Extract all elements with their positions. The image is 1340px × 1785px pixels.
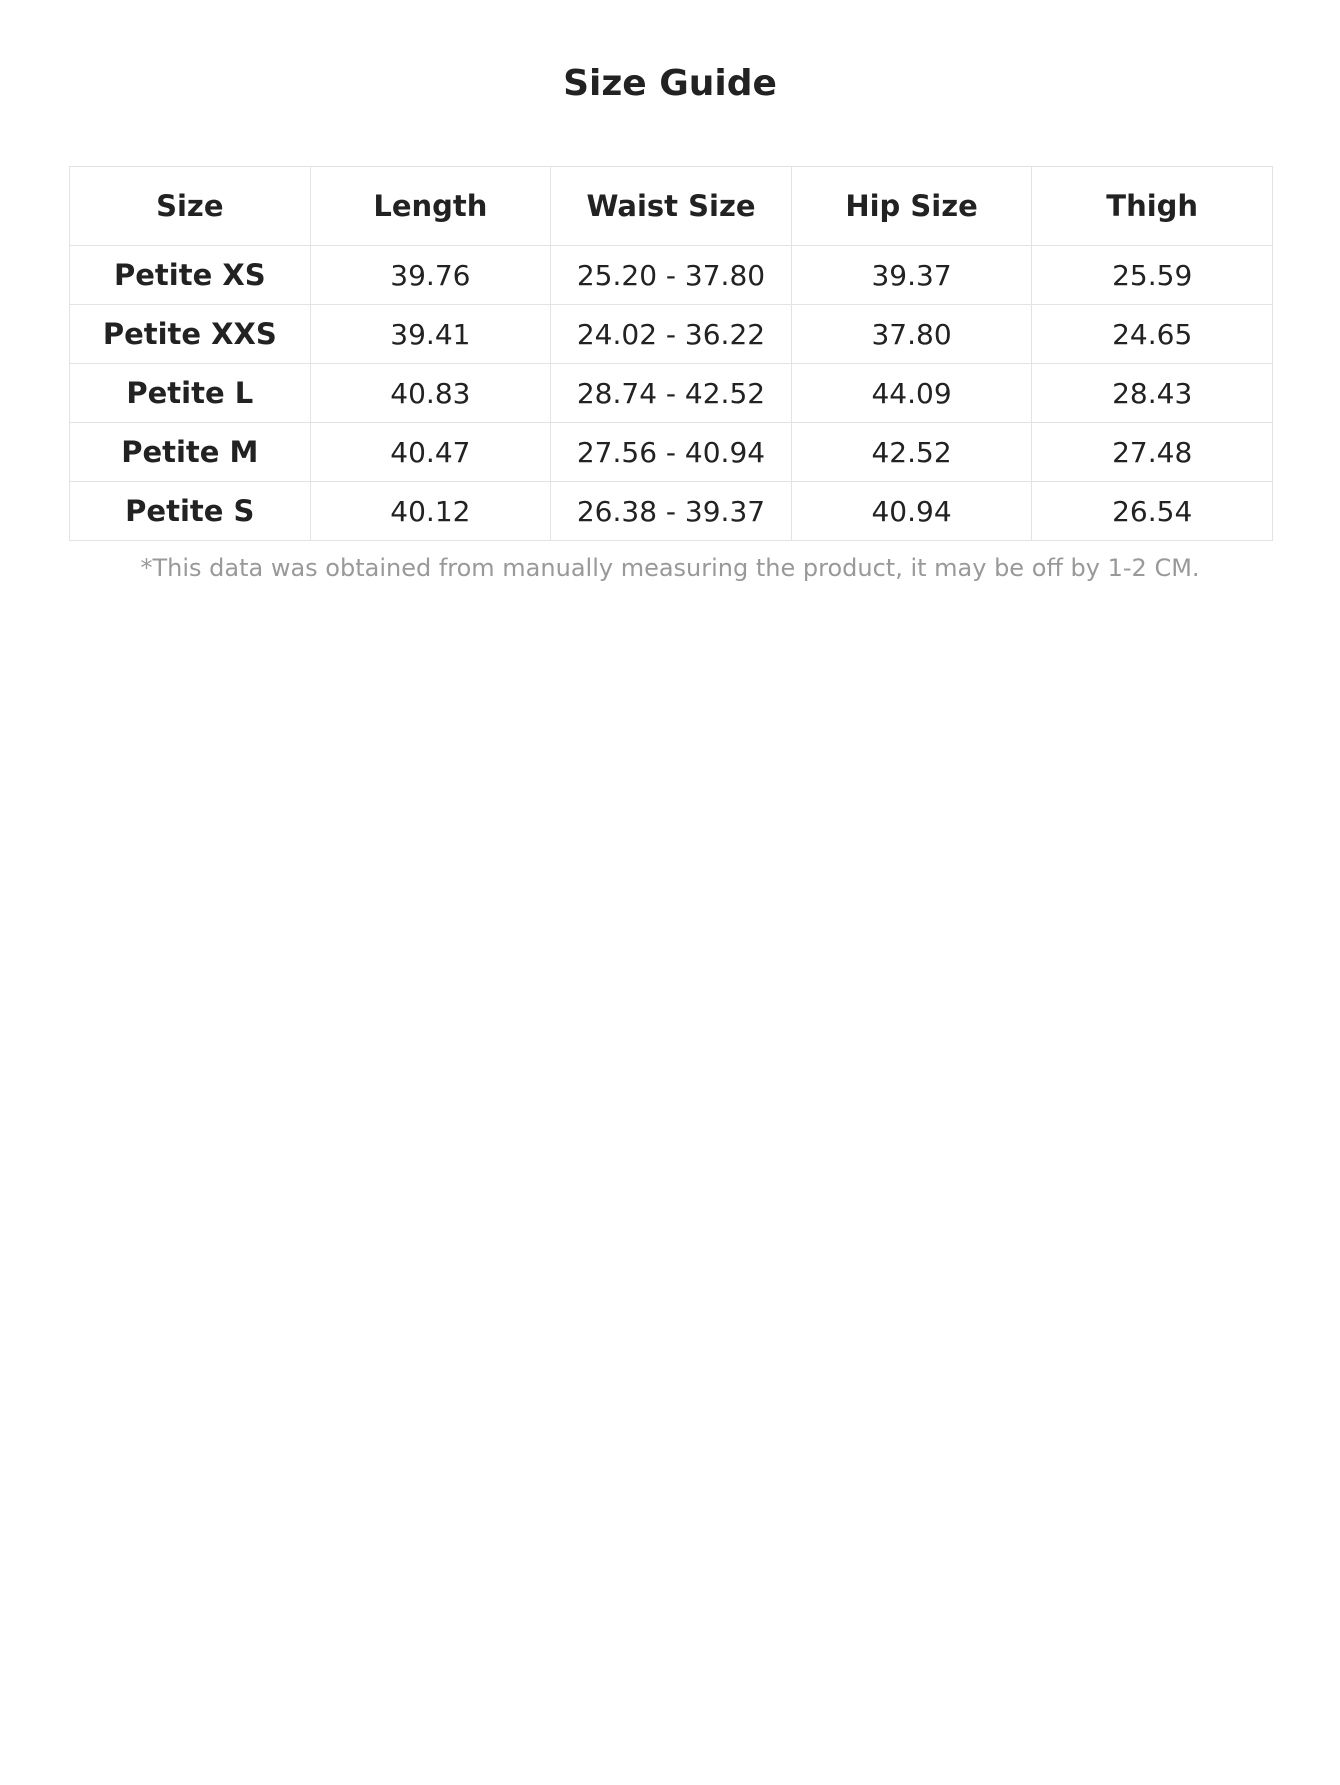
size-table-container — [69, 166, 1273, 541]
cell-length: 40.47 — [310, 423, 551, 482]
cell-length: 39.76 — [310, 246, 551, 305]
cell-size: Petite L — [70, 364, 311, 423]
cell-waist-size: 27.56 - 40.94 — [551, 423, 792, 482]
cell-thigh: 26.54 — [1032, 482, 1273, 541]
cell-waist-size: 28.74 - 42.52 — [551, 364, 792, 423]
cell-size: Petite XS — [70, 246, 311, 305]
cell-hip-size: 44.09 — [791, 364, 1032, 423]
cell-waist-size: 25.20 - 37.80 — [551, 246, 792, 305]
cell-length: 40.83 — [310, 364, 551, 423]
table-row — [70, 423, 1273, 482]
cell-hip-size: 42.52 — [791, 423, 1032, 482]
measurement-disclaimer: *This data was obtained from manually measuring the product, it may be off by 1-2 CM. — [140, 554, 1200, 582]
cell-thigh: 28.43 — [1032, 364, 1273, 423]
cell-length: 40.12 — [310, 482, 551, 541]
cell-thigh: 25.59 — [1032, 246, 1273, 305]
cell-size: Petite XXS — [70, 305, 311, 364]
cell-waist-size: 24.02 - 36.22 — [551, 305, 792, 364]
cell-size: Petite M — [70, 423, 311, 482]
table-row — [70, 246, 1273, 305]
size-table — [69, 166, 1273, 541]
cell-thigh: 24.65 — [1032, 305, 1273, 364]
table-row — [70, 364, 1273, 423]
page-title: Size Guide — [563, 63, 777, 104]
cell-hip-size: 40.94 — [791, 482, 1032, 541]
cell-size: Petite S — [70, 482, 311, 541]
header-length: Length — [310, 167, 551, 246]
header-waist-size: Waist Size — [551, 167, 792, 246]
cell-thigh: 27.48 — [1032, 423, 1273, 482]
cell-waist-size: 26.38 - 39.37 — [551, 482, 792, 541]
table-header-row — [70, 167, 1273, 246]
table-row — [70, 305, 1273, 364]
cell-hip-size: 39.37 — [791, 246, 1032, 305]
table-row — [70, 482, 1273, 541]
header-thigh: Thigh — [1032, 167, 1273, 246]
header-size: Size — [70, 167, 311, 246]
cell-length: 39.41 — [310, 305, 551, 364]
header-hip-size: Hip Size — [791, 167, 1032, 246]
cell-hip-size: 37.80 — [791, 305, 1032, 364]
